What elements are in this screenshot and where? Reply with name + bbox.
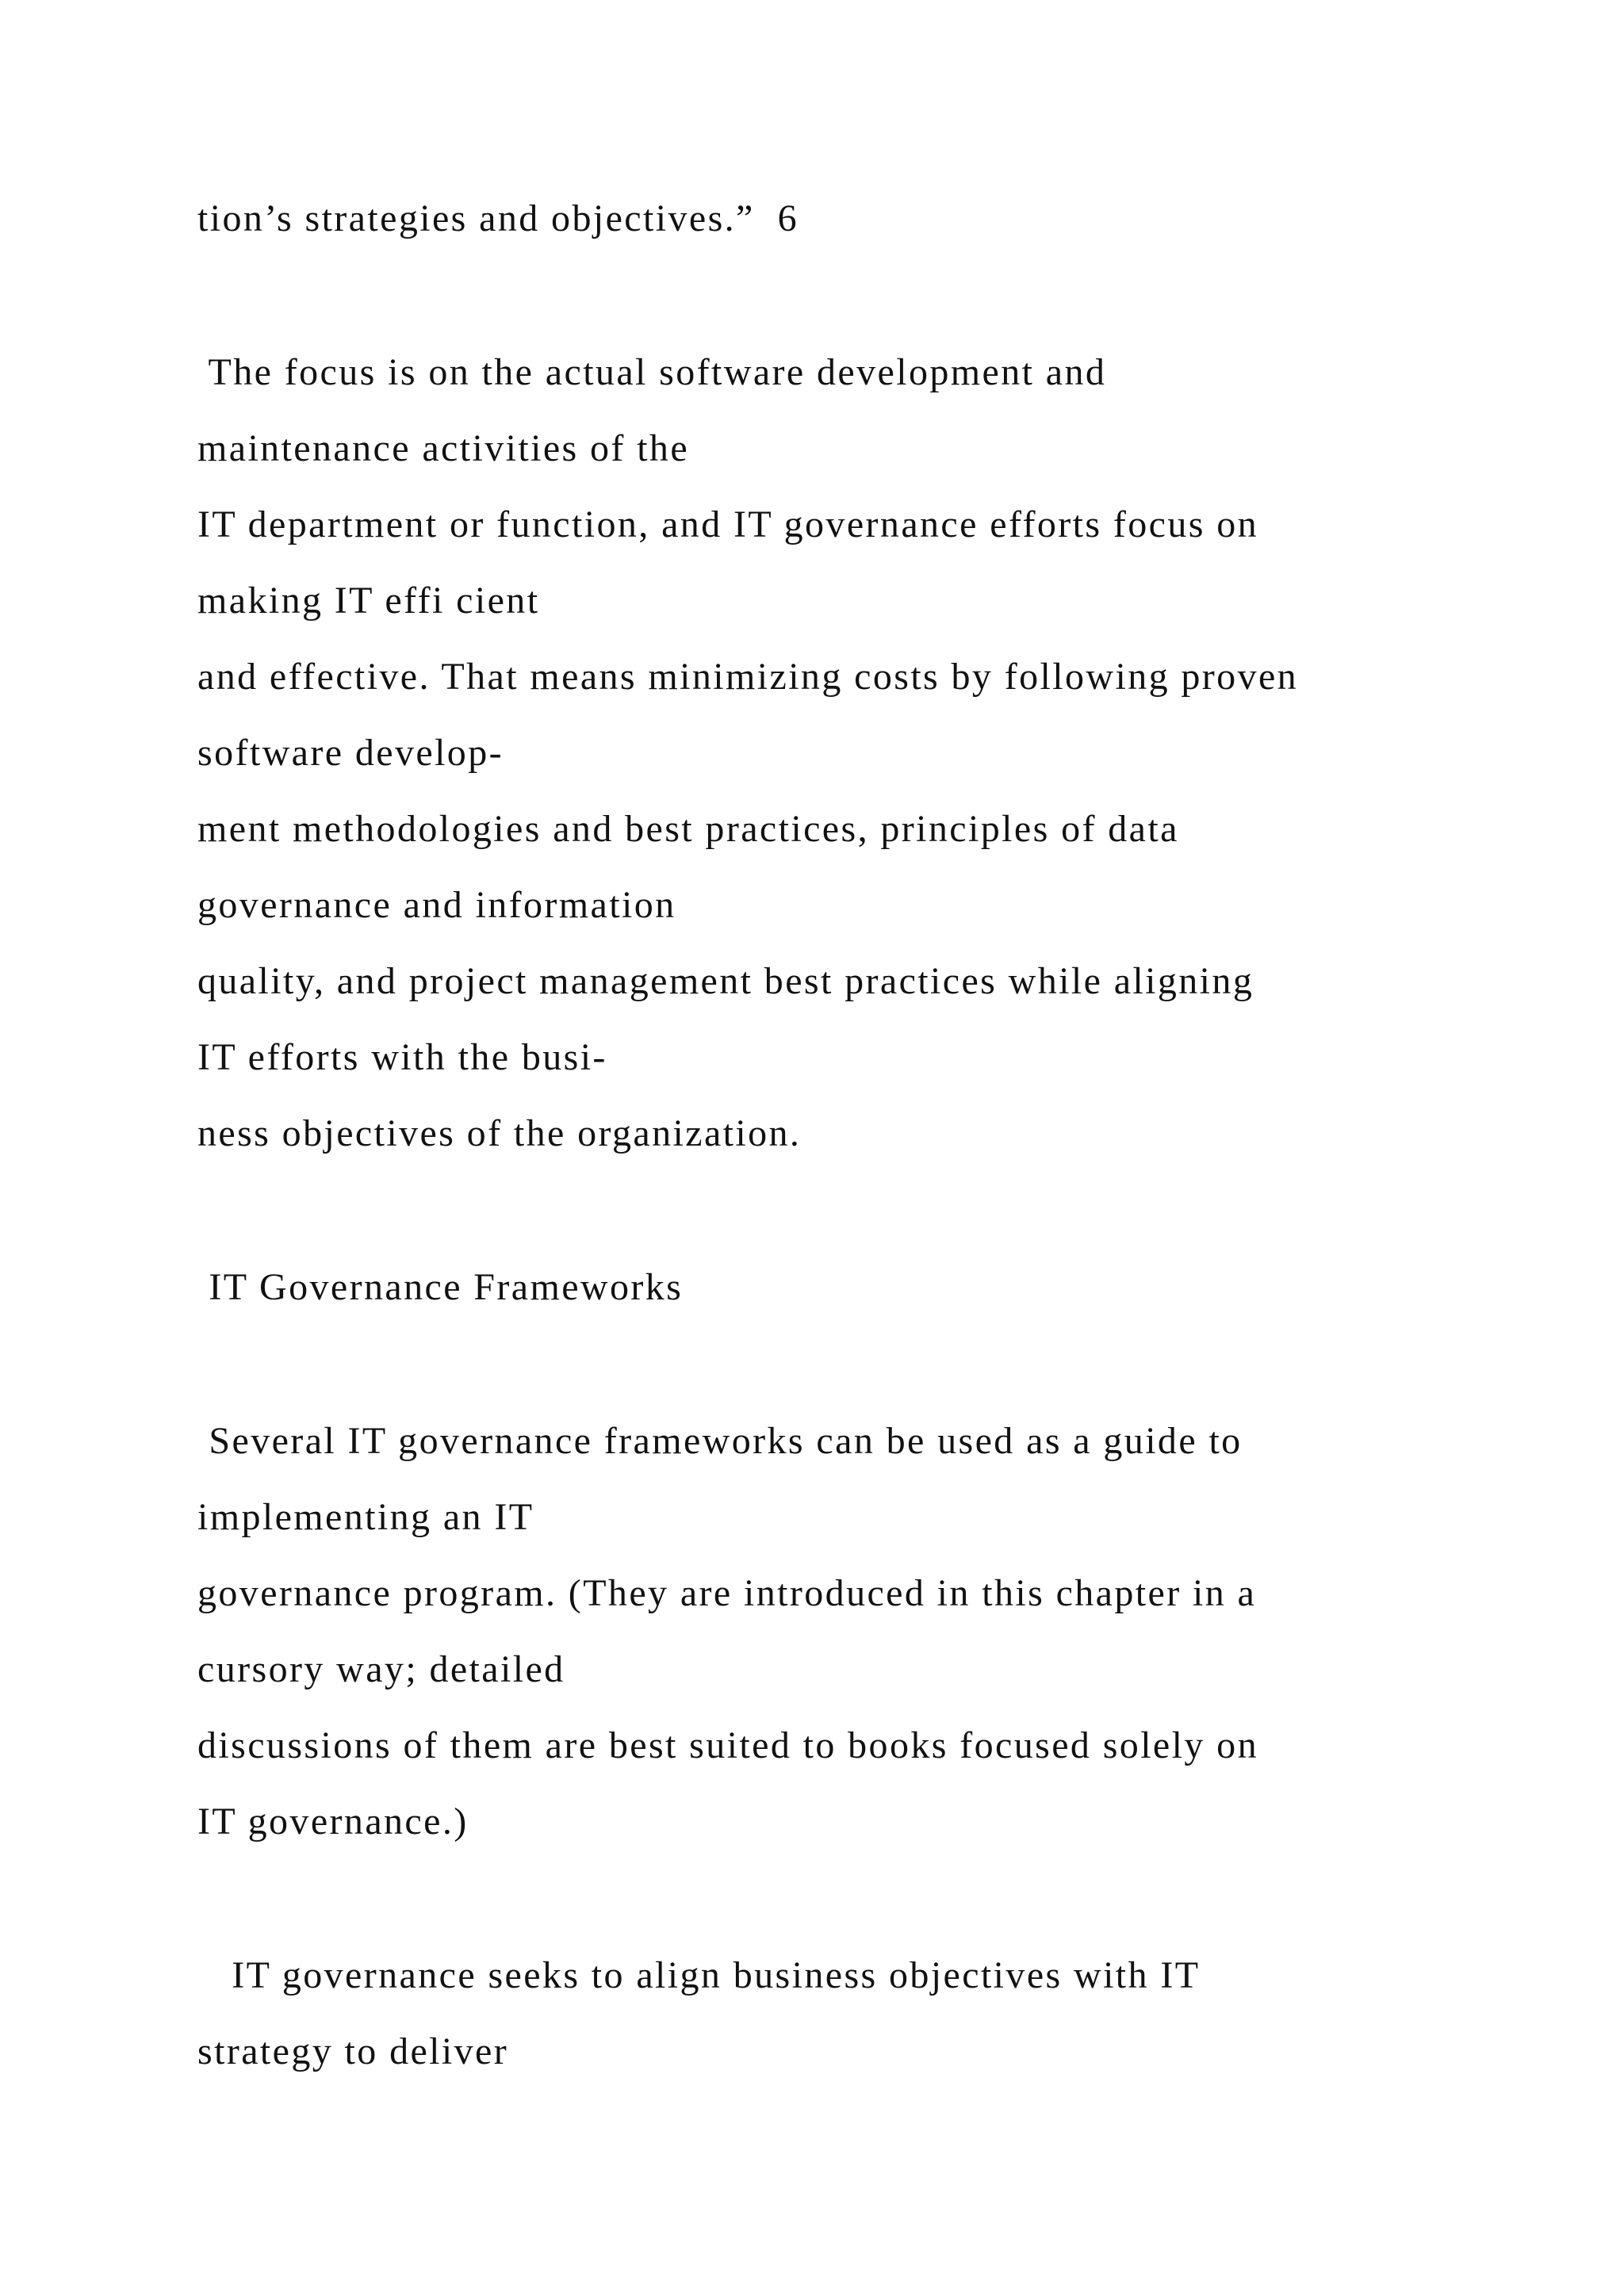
text-line: governance and information <box>197 884 676 926</box>
text-line: strategy to deliver <box>197 2030 509 2072</box>
text-line: ness objectives of the organization. <box>197 1112 802 1154</box>
text-line: IT department or function, and IT governance efforts focus on <box>197 503 1259 545</box>
text-line: Several IT governance frameworks can be used as a guide to <box>197 1420 1243 1462</box>
text-line: IT efforts with the busi- <box>197 1036 607 1078</box>
section-heading: IT Governance Frameworks <box>197 1266 684 1308</box>
text-line: implementing an IT <box>197 1496 534 1538</box>
text-line: The focus is on the actual software development and <box>197 351 1107 393</box>
text-line: tion’s strategies and objectives.” 6 <box>197 197 799 239</box>
text-line: making IT effi cient <box>197 580 540 622</box>
text-line: quality, and project management best practices while aligning <box>197 960 1254 1002</box>
text-line: cursory way; detailed <box>197 1648 565 1690</box>
text-line: software develop- <box>197 732 504 774</box>
text-line: IT governance.) <box>197 1800 469 1843</box>
text-line: maintenance activities of the <box>197 427 690 469</box>
text-line: governance program. (They are introduced in this chapter in a <box>197 1572 1257 1614</box>
text-line: IT governance seeks to align business objectives with IT <box>197 1954 1201 1996</box>
text-line: and effective. That means minimizing costs by following proven <box>197 656 1299 698</box>
text-line: discussions of them are best suited to books focused solely on <box>197 1724 1258 1766</box>
text-line: ment methodologies and best practices, principles of data <box>197 808 1179 850</box>
